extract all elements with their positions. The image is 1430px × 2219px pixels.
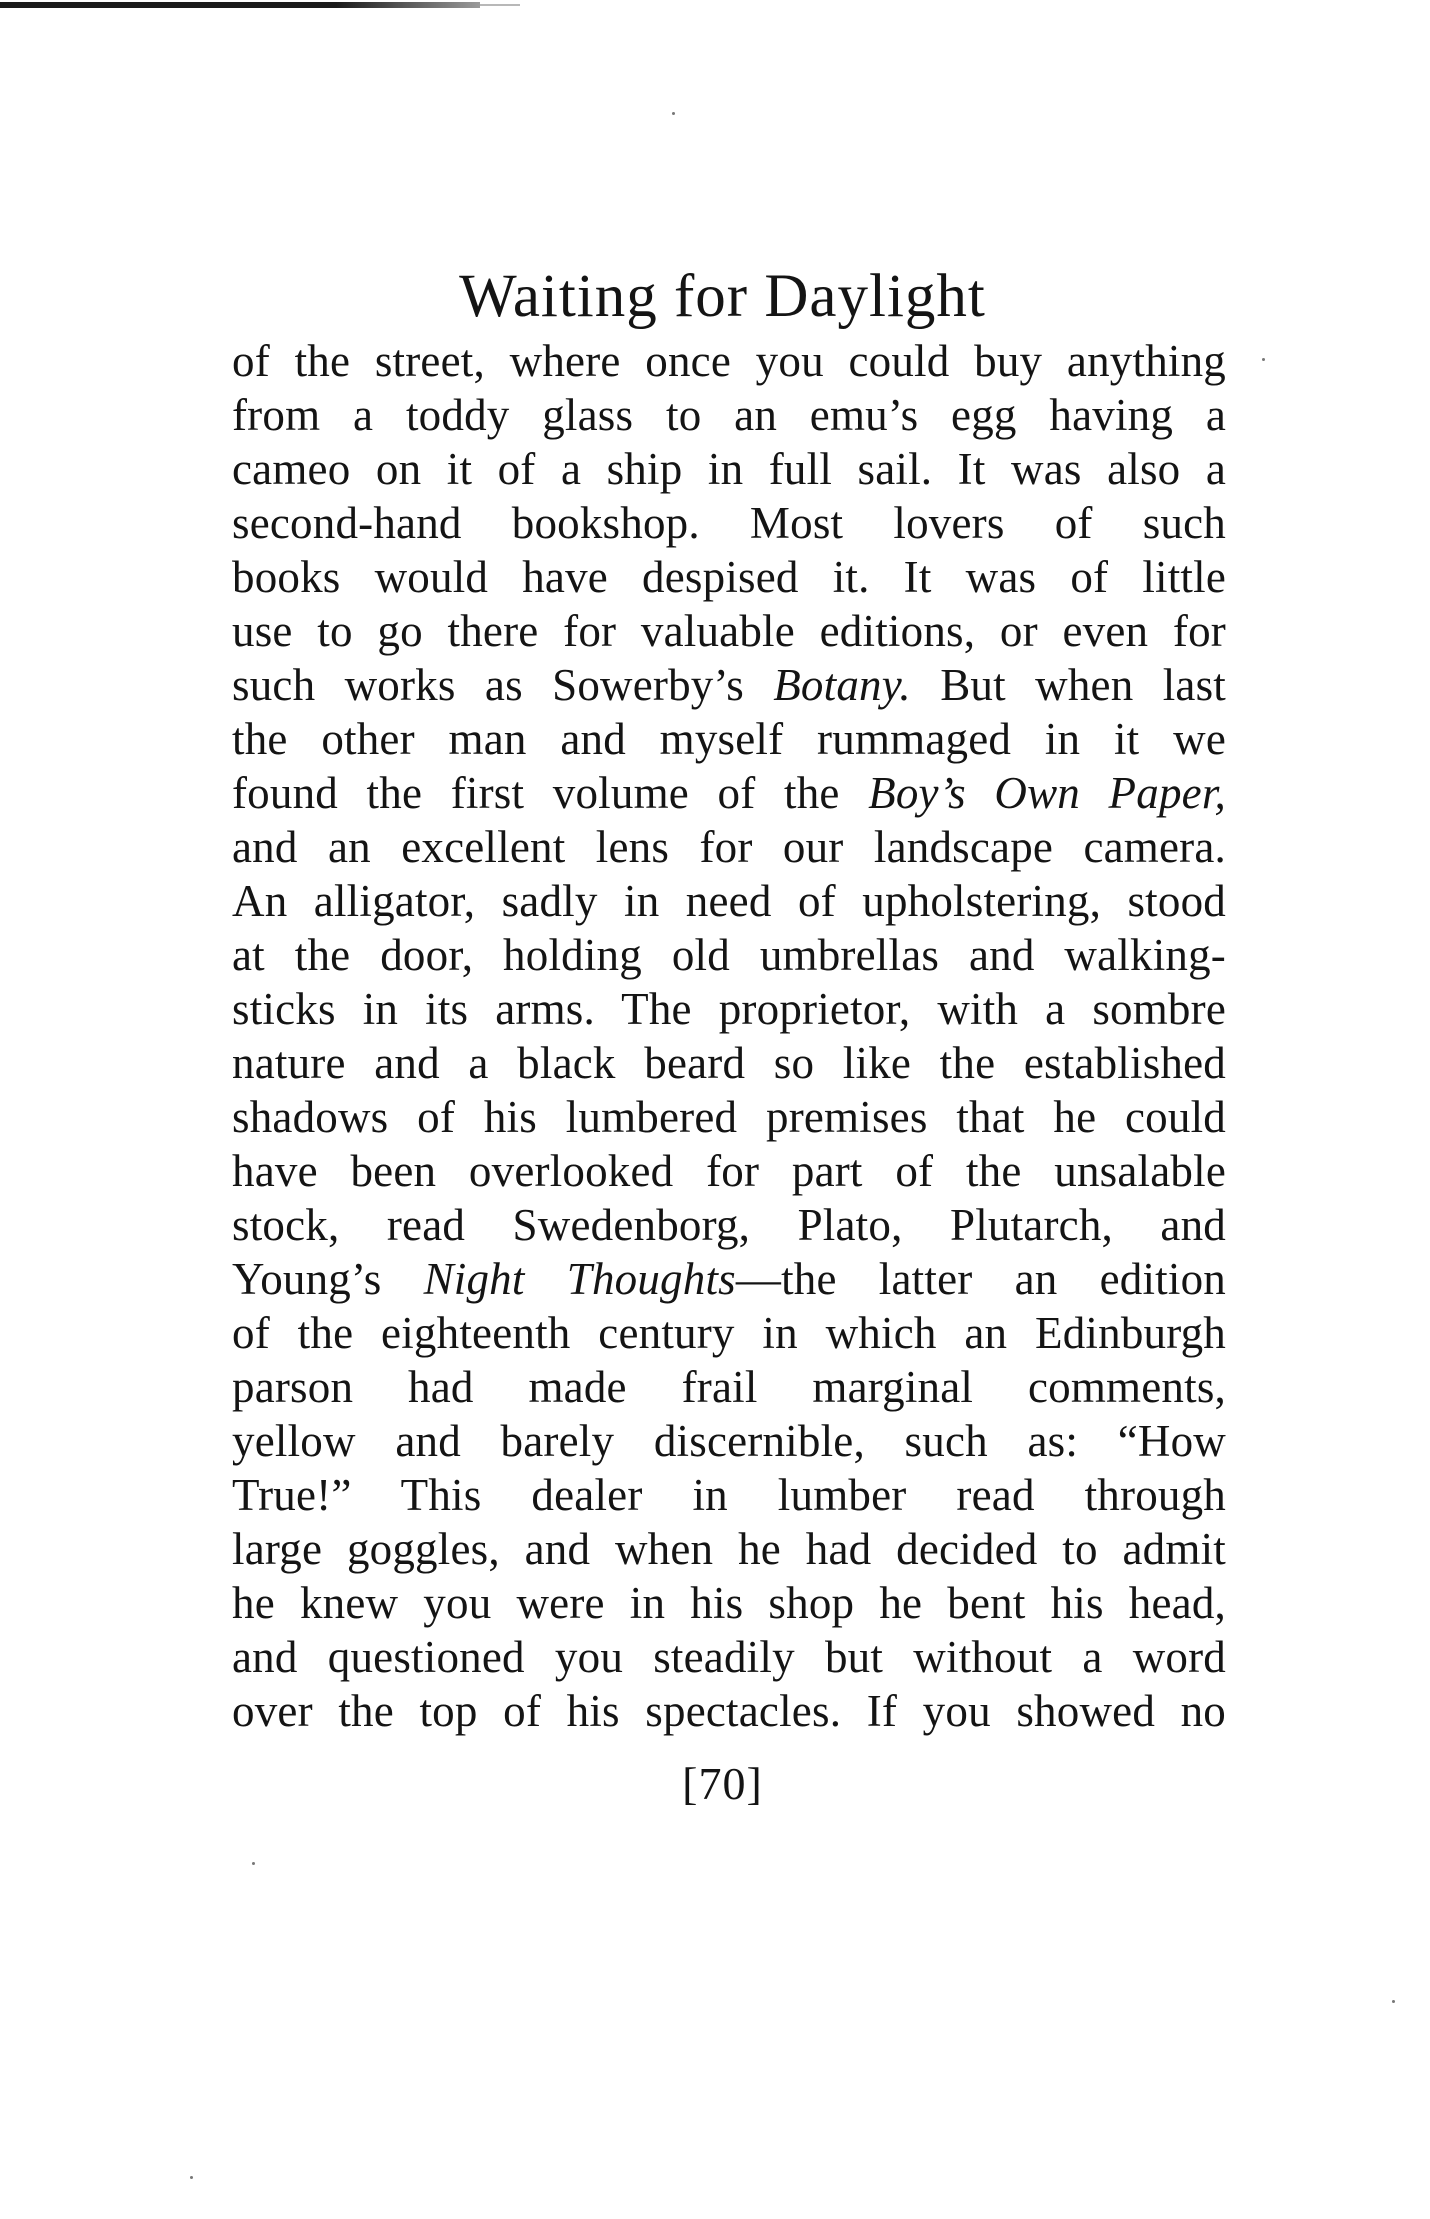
running-head: Waiting for Daylight [459,263,986,330]
text-run: books would have despised it. It was of little [232,552,1226,602]
text-line [232,496,1226,550]
text-line [232,712,1226,766]
text-run: yellow and barely discernible, such as: “How [232,1416,1226,1466]
text-run: But when last [910,660,1227,710]
text-line [232,1522,1226,1576]
text-line [232,334,1226,388]
text-run: use to go there for valuable editions, or even for [232,606,1226,656]
text-line [232,1306,1226,1360]
paper-speck [672,112,675,115]
text-run: and questioned you steadily but without a word [232,1632,1226,1682]
paper-speck [1262,358,1265,361]
text-line [232,766,1226,820]
italic-title: Botany. [773,660,911,710]
text-run: Young’s [232,1254,424,1304]
text-run: parson had made frail marginal comments, [232,1362,1226,1412]
text-line [232,1576,1226,1630]
text-line [232,1198,1226,1252]
text-run: of the eighteenth century in which an Edinburgh [232,1308,1226,1358]
text-run: he knew you were in his shop he bent his head, [232,1578,1226,1628]
text-run: True!” This dealer in lumber read through [232,1470,1226,1520]
text-line [232,1684,1226,1738]
text-line [232,388,1226,442]
text-line [232,874,1226,928]
text-run: the other man and myself rummaged in it we [232,714,1226,764]
italic-title: Night Thoughts [423,1254,736,1304]
top-edge-rule-fade [480,4,520,6]
text-line [232,928,1226,982]
text-line [232,550,1226,604]
text-line [232,1144,1226,1198]
top-edge-rule [0,2,480,8]
text-run: at the door, holding old umbrellas and walking- [232,930,1226,980]
text-run: nature and a black beard so like the established [232,1038,1226,1088]
text-run: stock, read Swedenborg, Plato, Plutarch, and [232,1200,1226,1250]
text-run: such works as Sowerby’s [232,660,774,710]
text-run: and an excellent lens for our landscape camera. [232,822,1226,872]
text-run: shadows of his lumbered premises that he could [232,1092,1226,1142]
text-run: sticks in its arms. The proprietor, with a sombre [232,984,1226,1034]
text-line [232,820,1226,874]
text-line [232,658,1226,712]
text-run: found the first volume of the [232,768,869,818]
paper-speck [252,1862,255,1865]
text-run: from a toddy glass to an emu’s egg having a [232,390,1226,440]
paper-speck [1392,2000,1395,2003]
paper-speck [190,2176,193,2179]
text-line [232,442,1226,496]
text-run: have been overlooked for part of the unsalable [232,1146,1226,1196]
text-line [232,1360,1226,1414]
text-run: over the top of his spectacles. If you showed no [232,1686,1226,1736]
page-number: [70] [682,1758,763,1809]
text-run: An alligator, sadly in need of upholstering, stood [232,876,1226,926]
body-text [232,334,1226,1738]
text-line [232,1468,1226,1522]
text-line [232,982,1226,1036]
italic-title: Boy’s Own Paper, [868,768,1226,818]
text-line [232,1036,1226,1090]
text-line [232,604,1226,658]
text-run: large goggles, and when he had decided to admit [232,1524,1226,1574]
text-run: of the street, where once you could buy anything [232,336,1226,386]
text-line [232,1414,1226,1468]
text-line [232,1252,1226,1306]
text-run: second-hand bookshop. Most lovers of such [232,498,1226,548]
text-run: cameo on it of a ship in full sail. It was also a [232,444,1226,494]
text-line [232,1090,1226,1144]
text-run: —the latter an edition [735,1254,1226,1304]
text-line [232,1630,1226,1684]
